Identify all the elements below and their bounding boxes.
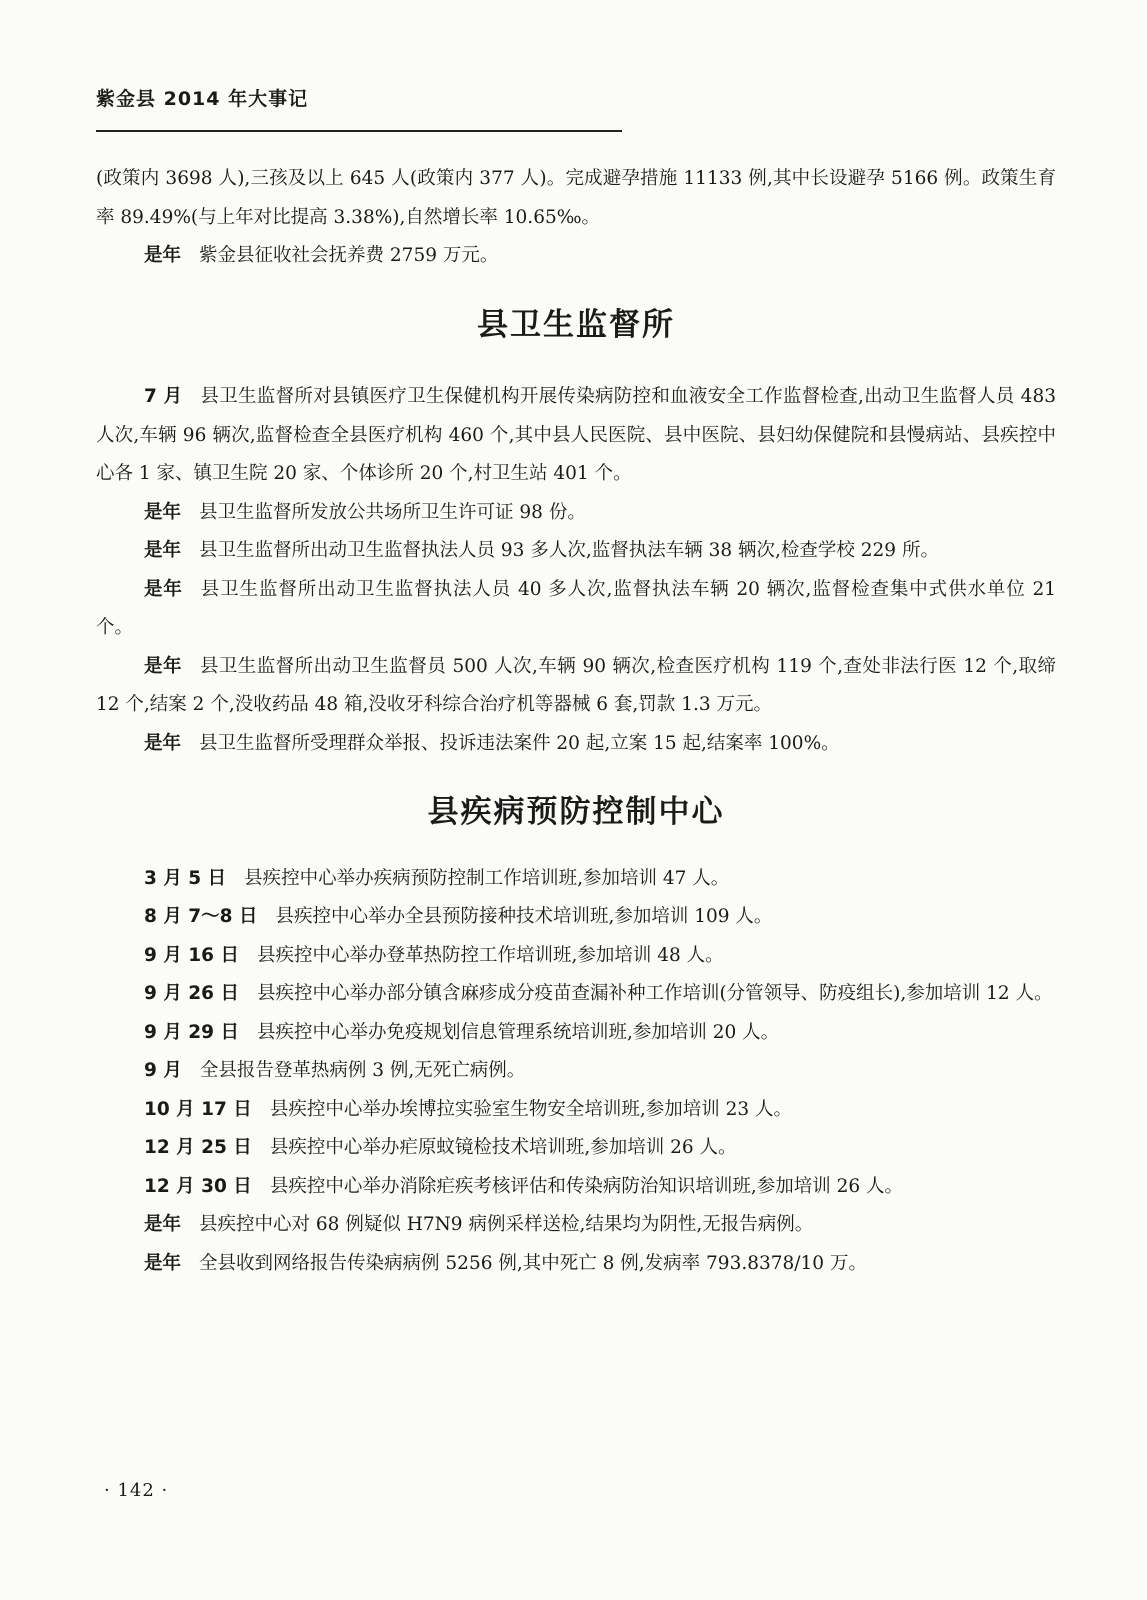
entry-text: 县疾控中心举办疟原蚊镜检技术培训班,参加培训 26 人。 xyxy=(269,1137,737,1158)
entry-paragraph xyxy=(96,937,1056,976)
entry-text: 县疾控中心举办登革热防控工作培训班,参加培训 48 人。 xyxy=(256,944,724,966)
entry-paragraph xyxy=(96,571,1056,648)
entry-paragraph xyxy=(96,1245,1056,1284)
entry-paragraph xyxy=(96,648,1056,725)
entry-paragraph xyxy=(96,1168,1056,1207)
entry-date: 是年 xyxy=(144,245,182,266)
entry-text: 县疾控中心举办免疫规划信息管理系统培训班,参加培训 20 人。 xyxy=(256,1021,780,1043)
entry-paragraph xyxy=(96,898,1056,937)
header-rule xyxy=(96,130,622,132)
entry-paragraph xyxy=(96,494,1056,533)
page-number: · 142 · xyxy=(104,1480,169,1501)
entry-paragraph xyxy=(96,1206,1056,1245)
entry-date: 9 月 xyxy=(144,1060,182,1081)
entry-date: 是年 xyxy=(144,1252,182,1274)
entry-date: 9 月 16 日 xyxy=(144,944,239,966)
entry-text: 紫金县征收社会抚养费 2759 万元。 xyxy=(199,245,499,266)
entry-text: 县卫生监督所发放公共场所卫生许可证 98 份。 xyxy=(199,501,586,523)
entry-text: 县疾控中心对 68 例疑似 H7N9 病例采样送检,结果均为阴性,无报告病例。 xyxy=(199,1214,814,1235)
entry-date: 12 月 30 日 xyxy=(144,1175,252,1197)
entry-text: 县卫生监督所对县镇医疗卫生保健机构开展传染病防控和血液安全工作监督检查,出动卫生监督人员 483 人次,车辆 96 辆次,监督检查全县医疗机构 460 个,其中县人民医院、县中医院、县妇幼保健院和县慢病站、县疾控中心各 1 家、镇卫生院 20 家、个体诊所 20 个,村卫生站 401 个。 xyxy=(96,386,1056,484)
entry-date: 3 月 5 日 xyxy=(144,867,227,889)
entry-text: 县疾控中心举办疾病预防控制工作培训班,参加培训 47 人。 xyxy=(244,867,730,889)
continuation-paragraph: (政策内 3698 人),三孩及以上 645 人(政策内 377 人)。完成避孕措施 11133 例,其中长设避孕 5166 例。政策生育率 89.49%(与上年对比提高 3.38%),自然增长率 10.65‰。 xyxy=(96,168,1056,228)
entry-date: 是年 xyxy=(144,1214,182,1235)
entry-date: 是年 xyxy=(144,501,182,523)
entry-text: 县疾控中心举办埃博拉实验室生物安全培训班,参加培训 23 人。 xyxy=(269,1098,792,1120)
entry-date: 是年 xyxy=(144,732,182,754)
entry-text: 县卫生监督所受理群众举报、投诉违法案件 20 起,立案 15 起,结案率 100%。 xyxy=(199,732,840,754)
entry-text: 县卫生监督所出动卫生监督执法人员 40 多人次,监督执法车辆 20 辆次,监督检查集中式供水单位 21 个。 xyxy=(96,578,1056,638)
entry-date: 是年 xyxy=(144,578,183,600)
entry-date: 是年 xyxy=(144,540,182,561)
entry-paragraph xyxy=(96,1091,1056,1130)
entry-paragraph xyxy=(96,237,1056,276)
entry-text: 县卫生监督所出动卫生监督员 500 人次,车辆 90 辆次,检查医疗机构 119 个,查处非法行医 12 个,取缔 12 个,结案 2 个,没收药品 48 箱,没收牙科综合治疗机等器械 6 套,罚款 1.3 万元。 xyxy=(96,655,1056,715)
section-title-health-supervision: 县卫生监督所 xyxy=(477,306,675,343)
entry-paragraph xyxy=(96,1014,1056,1053)
entry-paragraph xyxy=(96,860,1056,899)
entry-paragraph xyxy=(96,1052,1056,1091)
entry-date: 9 月 29 日 xyxy=(144,1021,239,1043)
entry-text: 县疾控中心举办全县预防接种技术培训班,参加培训 109 人。 xyxy=(275,906,773,927)
entry-date: 8 月 7～8 日 xyxy=(144,906,258,927)
running-title: 紫金县 2014 年大事记 xyxy=(96,88,309,110)
entry-text: 全县报告登革热病例 3 例,无死亡病例。 xyxy=(199,1060,526,1081)
entry-date: 是年 xyxy=(144,655,182,677)
entry-paragraph xyxy=(96,378,1056,494)
entry-text: 县疾控中心举办消除疟疾考核评估和传染病防治知识培训班,参加培训 26 人。 xyxy=(269,1175,903,1197)
entry-paragraph xyxy=(96,725,1056,764)
entry-paragraph xyxy=(96,1129,1056,1168)
entry-date: 7 月 xyxy=(144,386,183,407)
entry-date: 12 月 25 日 xyxy=(144,1137,252,1158)
entry-paragraph xyxy=(96,975,1056,1014)
body-text xyxy=(96,160,1056,1283)
entry-text: 县疾控中心举办部分镇含麻疹成分疫苗查漏补种工作培训(分管领导、防疫组长),参加培训 12 人。 xyxy=(256,983,1053,1004)
entry-date: 10 月 17 日 xyxy=(144,1098,252,1120)
entry-text: 全县收到网络报告传染病病例 5256 例,其中死亡 8 例,发病率 793.8378/10 万。 xyxy=(199,1252,867,1274)
entry-text: 县卫生监督所出动卫生监督执法人员 93 多人次,监督执法车辆 38 辆次,检查学校 229 所。 xyxy=(199,540,939,561)
entry-paragraph xyxy=(96,532,1056,571)
entry-date: 9 月 26 日 xyxy=(144,983,239,1004)
section-title-cdc: 县疾病预防控制中心 xyxy=(427,794,725,830)
